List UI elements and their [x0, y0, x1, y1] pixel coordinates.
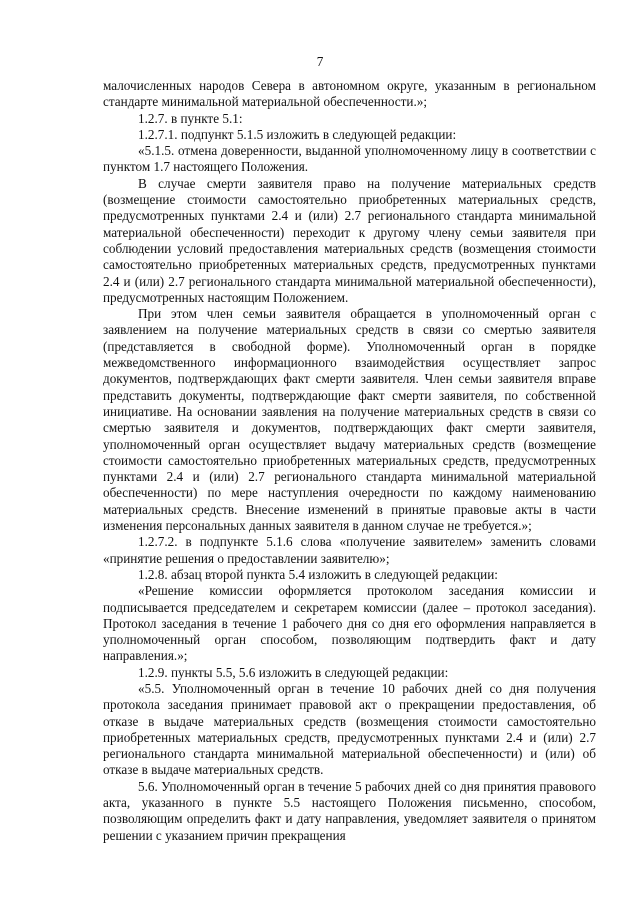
paragraph: «Решение комиссии оформляется протоколом заседания комиссии и подписывается председателем и секретарем комиссии (далее – протокол заседания). Протокол заседания в течение 1 рабочего дня со дня его оформления направляется в уполномоченный орган способом, позволяющим подтвердить факт и дату направления.»; — [103, 583, 596, 664]
paragraph: малочисленных народов Севера в автономном округе, указанным в региональном стандарте минимальной материальной обеспеченности.»; — [103, 78, 596, 110]
document-body — [103, 78, 596, 844]
paragraph: «5.1.5. отмена доверенности, выданной уполномоченному лицу в соответствии с пунктом 1.7 настоящего Положения. — [103, 143, 596, 175]
paragraph: 1.2.8. абзац второй пункта 5.4 изложить в следующей редакции: — [138, 566, 498, 582]
paragraph: 1.2.7.2. в подпункте 5.1.6 слова «получение заявителем» заменить словами «принятие решения о предоставлении заявителю»; — [103, 534, 596, 566]
paragraph: 1.2.9. пункты 5.5, 5.6 изложить в следующей редакции: — [138, 664, 449, 680]
page-number: 7 — [316, 54, 324, 69]
paragraph: 1.2.7. в пункте 5.1: — [138, 110, 243, 126]
paragraph: «5.5. Уполномоченный орган в течение 10 рабочих дней со дня получения протокола заседания принимает правовой акт о прекращении предоставления, об отказе в выдаче материальных средств (возмещения стоимости самостоятельно приобретенных материальных средств, предусмотренных пунктами 2.4 и (или) 2.7 регионального стандарта минимальной материальной обеспеченности) и (или) об отказе в выдаче материальных средств. — [103, 680, 596, 778]
paragraph: В случае смерти заявителя право на получение материальных средств (возмещение стоимости самостоятельно приобретенных материальных средств, предусмотренных пунктами 2.4 и (или) 2.7 регионального стандарта минимальной материальной обеспеченности) переходит к другому члену семьи заявителя при соблюдении условий предоставления материальных средств (возмещения стоимости самостоятельно приобретенных материальных средств, предусмотренных пунктами 2.4 и (или) 2.7 регионального стандарта минимальной материальной обеспеченности), предусмотренных настоящим Положением. — [103, 175, 596, 305]
paragraph: При этом член семьи заявителя обращается в уполномоченный орган с заявлением на получение материальных средств в связи со смертью заявителя (представляется в свободной форме). Уполномоченный орган в порядке межведомственного информационного взаимодействия осуществляет запрос документов, подтверждающих факт смерти заявителя. Член семьи заявителя вправе представить документы, подтверждающие факт смерти заявителя, по собственной инициативе. На основании заявления на получение материальных средств в связи со смертью заявителя и документов, подтверждающих факт смерти заявителя, уполномоченный орган осуществляет выдачу материальных средств (возмещение стоимости самостоятельно приобретенных материальных средств, предусмотренных пунктами 2.4 и (или) 2.7 регионального стандарта минимальной материальной обеспеченности) по мере наступления очередности по каждому наименованию материальных средств. Внесение изменений в принятые правовые акты в части изменения персональных данных заявителя в данном случае не требуется.»; — [103, 306, 596, 534]
paragraph: 5.6. Уполномоченный орган в течение 5 рабочих дней со дня принятия правового акта, указанного в пункте 5.5 настоящего Положения письменно, способом, позволяющим определить факт и дату направления, уведомляет заявителя о принятом решении с указанием причин прекращения — [103, 778, 596, 843]
paragraph: 1.2.7.1. подпункт 5.1.5 изложить в следующей редакции: — [138, 126, 457, 142]
